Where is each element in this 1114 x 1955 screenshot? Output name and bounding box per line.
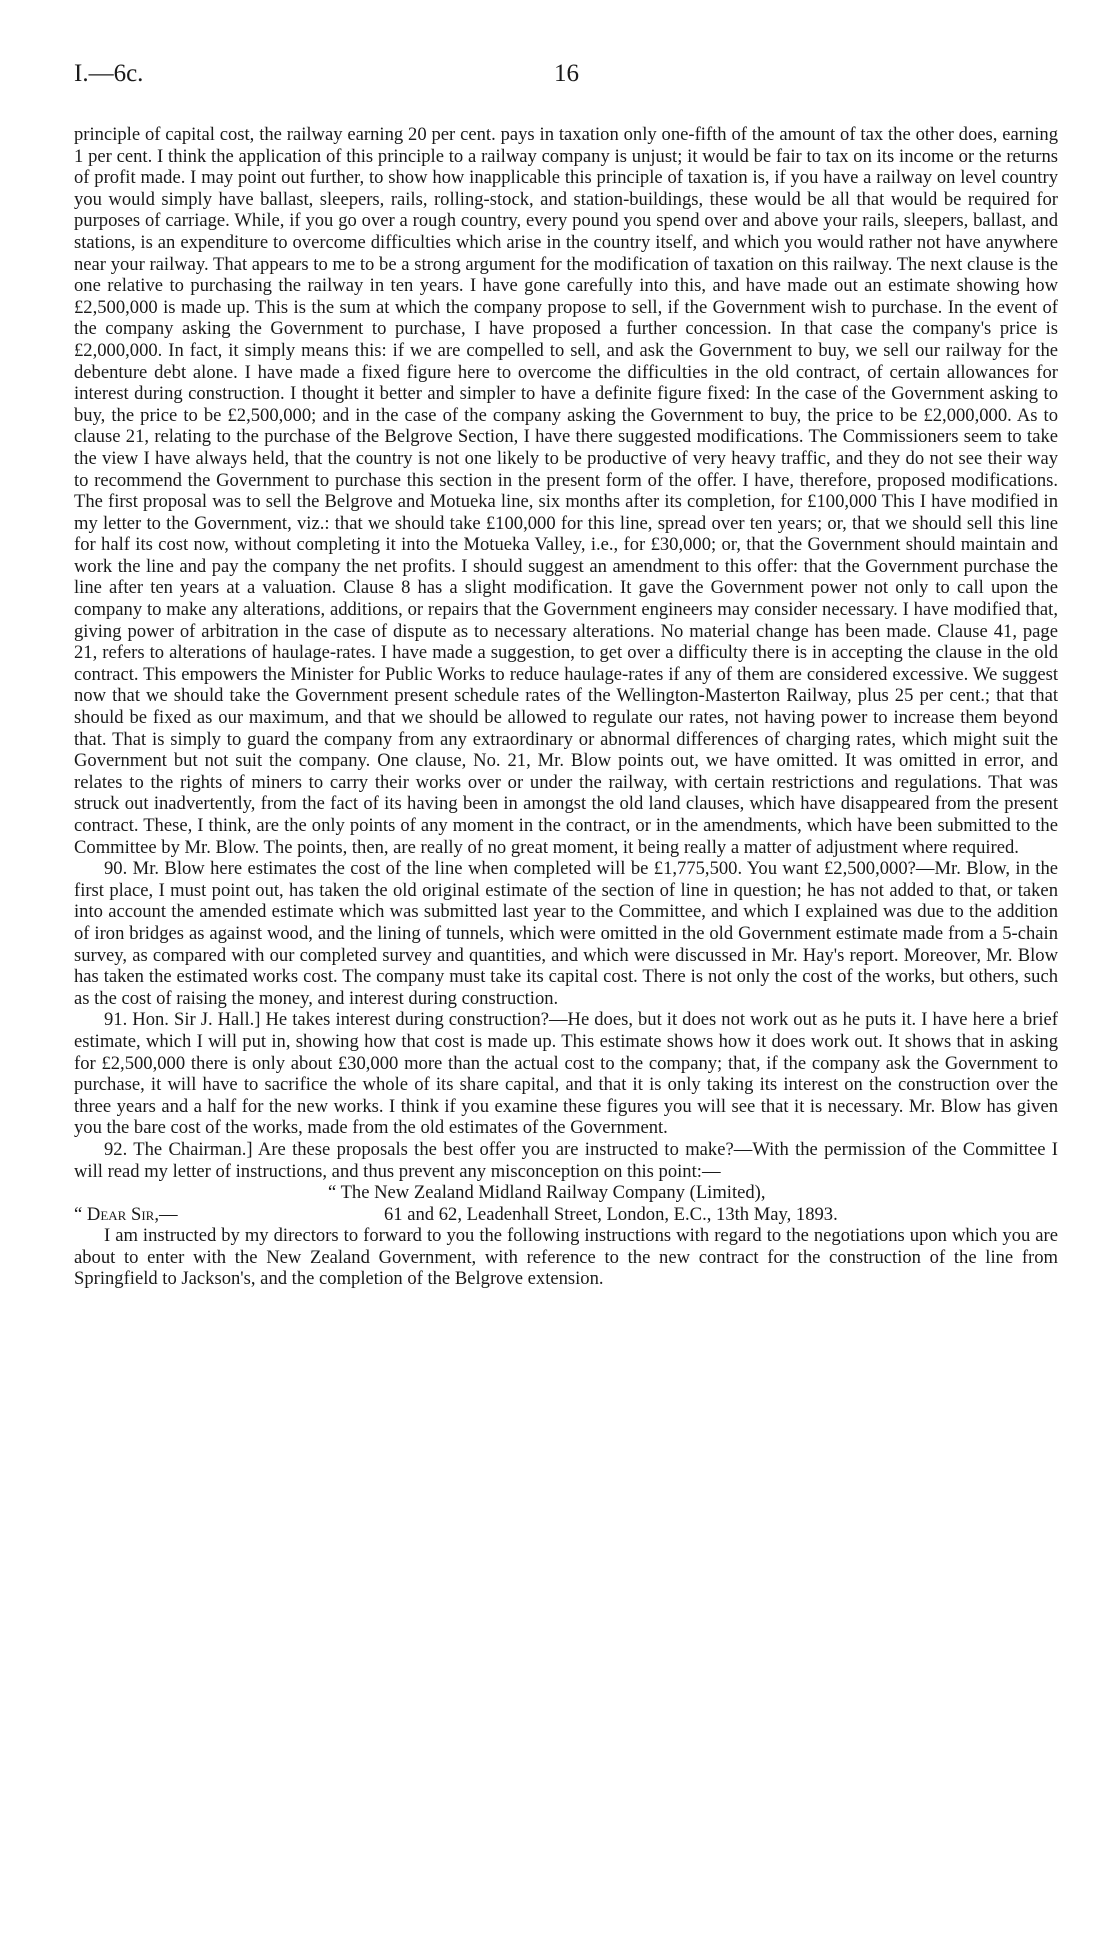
letter-body: I am instructed by my directors to forward to you the following instructions with regard to the negotiations upon which you are about to enter with the New Zealand Government, with reference to the new contract for the construction of the line from Springfield to Jackson's, and the completion of the Belgrove extension.	[74, 1225, 1058, 1290]
letter-address-line	[74, 1204, 1058, 1226]
paragraph-90: 90. Mr. Blow here estimates the cost of the line when completed will be £1,775,500. You want £2,500,000?—Mr. Blow, in the first place, I must point out, has taken the old original estimate of the section of line in question; he has not added to that, or taken into account the amended estimate which was submitted last year to the Committee, and which I explained was due to the addition of iron bridges as against wood, and the lining of tunnels, which were omitted in the old Government estimate made from a 5-chain survey, as compared with our completed survey and quantities, and which were discussed in Mr. Hay's report. Moreover, Mr. Blow has taken the estimated works cost. The company must take its capital cost. There is not only the cost of the works, but others, such as the cost of raising the money, and interest during construction.	[74, 858, 1058, 1009]
paragraph-91: 91. Hon. Sir J. Hall.] He takes interest during construction?—He does, but it does not work out as he puts it. I have here a brief estimate, which I will put in, showing how that cost is made up. This estimate shows how it does work out. It shows that in asking for £2,500,000 there is only about £30,000 more than the actual cost to the company; that, if the company ask the Government to purchase, it will have to sacrifice the whole of its share capital, and that it is only taking its interest on the construction over the three years and a half for the new works. I think if you examine these figures you will see that it is necessary. Mr. Blow has given you the bare cost of the works, made from the old estimates of the Government.	[74, 1009, 1058, 1139]
letter-address: 61 and 62, Leadenhall Street, London, E.C., 13th May, 1893.	[384, 1203, 838, 1225]
letter-company: “ The New Zealand Midland Railway Company (Limited),	[328, 1182, 766, 1204]
paragraph-92: 92. The Chairman.] Are these proposals the best offer you are instructed to make?—With the permission of the Committee I will read my letter of instructions, and thus prevent any misconception on this point:—	[74, 1138, 1058, 1182]
page-number: 16	[554, 60, 579, 87]
document-page	[74, 60, 1058, 1290]
document-reference: I.—6c.	[74, 60, 144, 87]
body-text	[74, 124, 1058, 1290]
letter-salutation: “ Dear Sir,—	[74, 1203, 178, 1225]
letter-heading	[74, 1182, 1058, 1225]
page-header	[74, 60, 1058, 104]
paragraph-continued: principle of capital cost, the railway earning 20 per cent. pays in taxation only one-fifth of the amount of tax the other does, earning 1 per cent. I think the application of this principle to a railway company is unjust; it would be fair to tax on its income or the returns of profit made. I may point out further, to show how inapplicable this principle of taxation is, if you have a railway on level country you would simply have ballast, sleepers, rails, rolling-stock, and station-buildings, these would be all that would be required for purposes of carriage. While, if you go over a rough country, every pound you spend over and above your rails, sleepers, ballast, and stations, is an expenditure to overcome difficulties which arise in the country itself, and which you would rather not have anywhere near your railway. That appears to me to be a strong argument for the modification of taxation on this railway. The next clause is the one relative to purchasing the railway in ten years. I have gone carefully into this, and have made out an estimate showing how £2,500,000 is made up. This is the sum at which the company propose to sell, if the Government wish to purchase. In the event of the company asking the Government to purchase, I have proposed a further concession. In that case the company's price is £2,000,000. In fact, it simply means this: if we are compelled to sell, and ask the Government to buy, we sell our railway for the debenture debt alone. I have made a fixed figure here to overcome the difficulties in the old contract, of certain allowances for interest during construction. I thought it better and simpler to have a definite figure fixed: In the case of the Government asking to buy, the price to be £2,500,000; and in the case of the company asking the Government to buy, the price to be £2,000,000. As to clause 21, relating to the purchase of the Belgrove Section, I have there suggested modifications. The Commissioners seem to take the view I have always held, that the country is not one likely to be productive of very heavy traffic, and they do not see their way to recommend the Government to purchase this section in the present form of the offer. I have, therefore, proposed modifications. The first proposal was to sell the Belgrove and Motueka line, six months after its completion, for £100,000 This I have modified in my letter to the Government, viz.: that we should take £100,000 for this line, spread over ten years; or, that we should sell this line for half its cost now, without completing it into the Motueka Valley, i.e., for £30,000; or, that the Government should maintain and work the line and pay the company the net profits. I should suggest an amendment to this offer: that the Government purchase the line after ten years at a valuation. Clause 8 has a slight modification. It gave the Government power not only to call upon the company to make any alterations, additions, or repairs that the Government engineers may consider necessary. I have modified that, giving power of arbitration in the case of dispute as to necessary alterations. No material change has been made. Clause 41, page 21, refers to alterations of haulage-rates. I have made a suggestion, to get over a difficulty there is in accepting the clause in the old contract. This empowers the Minister for Public Works to reduce haulage-rates if any of them are considered excessive. We suggest now that we should take the Government present schedule rates of the Wellington-Masterton Railway, plus 25 per cent.; that that should be fixed as our maximum, and that we should be allowed to regulate our rates, not having power to increase them beyond that. That is simply to guard the company from any extraordinary or abnormal differences of charging rates, which might suit the Government but not suit the company. One clause, No. 21, Mr. Blow points out, we have omitted. It was omitted in error, and relates to the rights of miners to carry their works over or under the railway, with certain restrictions and regulations. That was struck out inadvertently, from the fact of its having been in amongst the old land clauses, which have disappeared from the present contract. These, I think, are the only points of any moment in the contract, or in the amendments, which have been submitted to the Committee by Mr. Blow. The points, then, are really of no great moment, it being really a matter of adjustment where required.	[74, 124, 1058, 858]
